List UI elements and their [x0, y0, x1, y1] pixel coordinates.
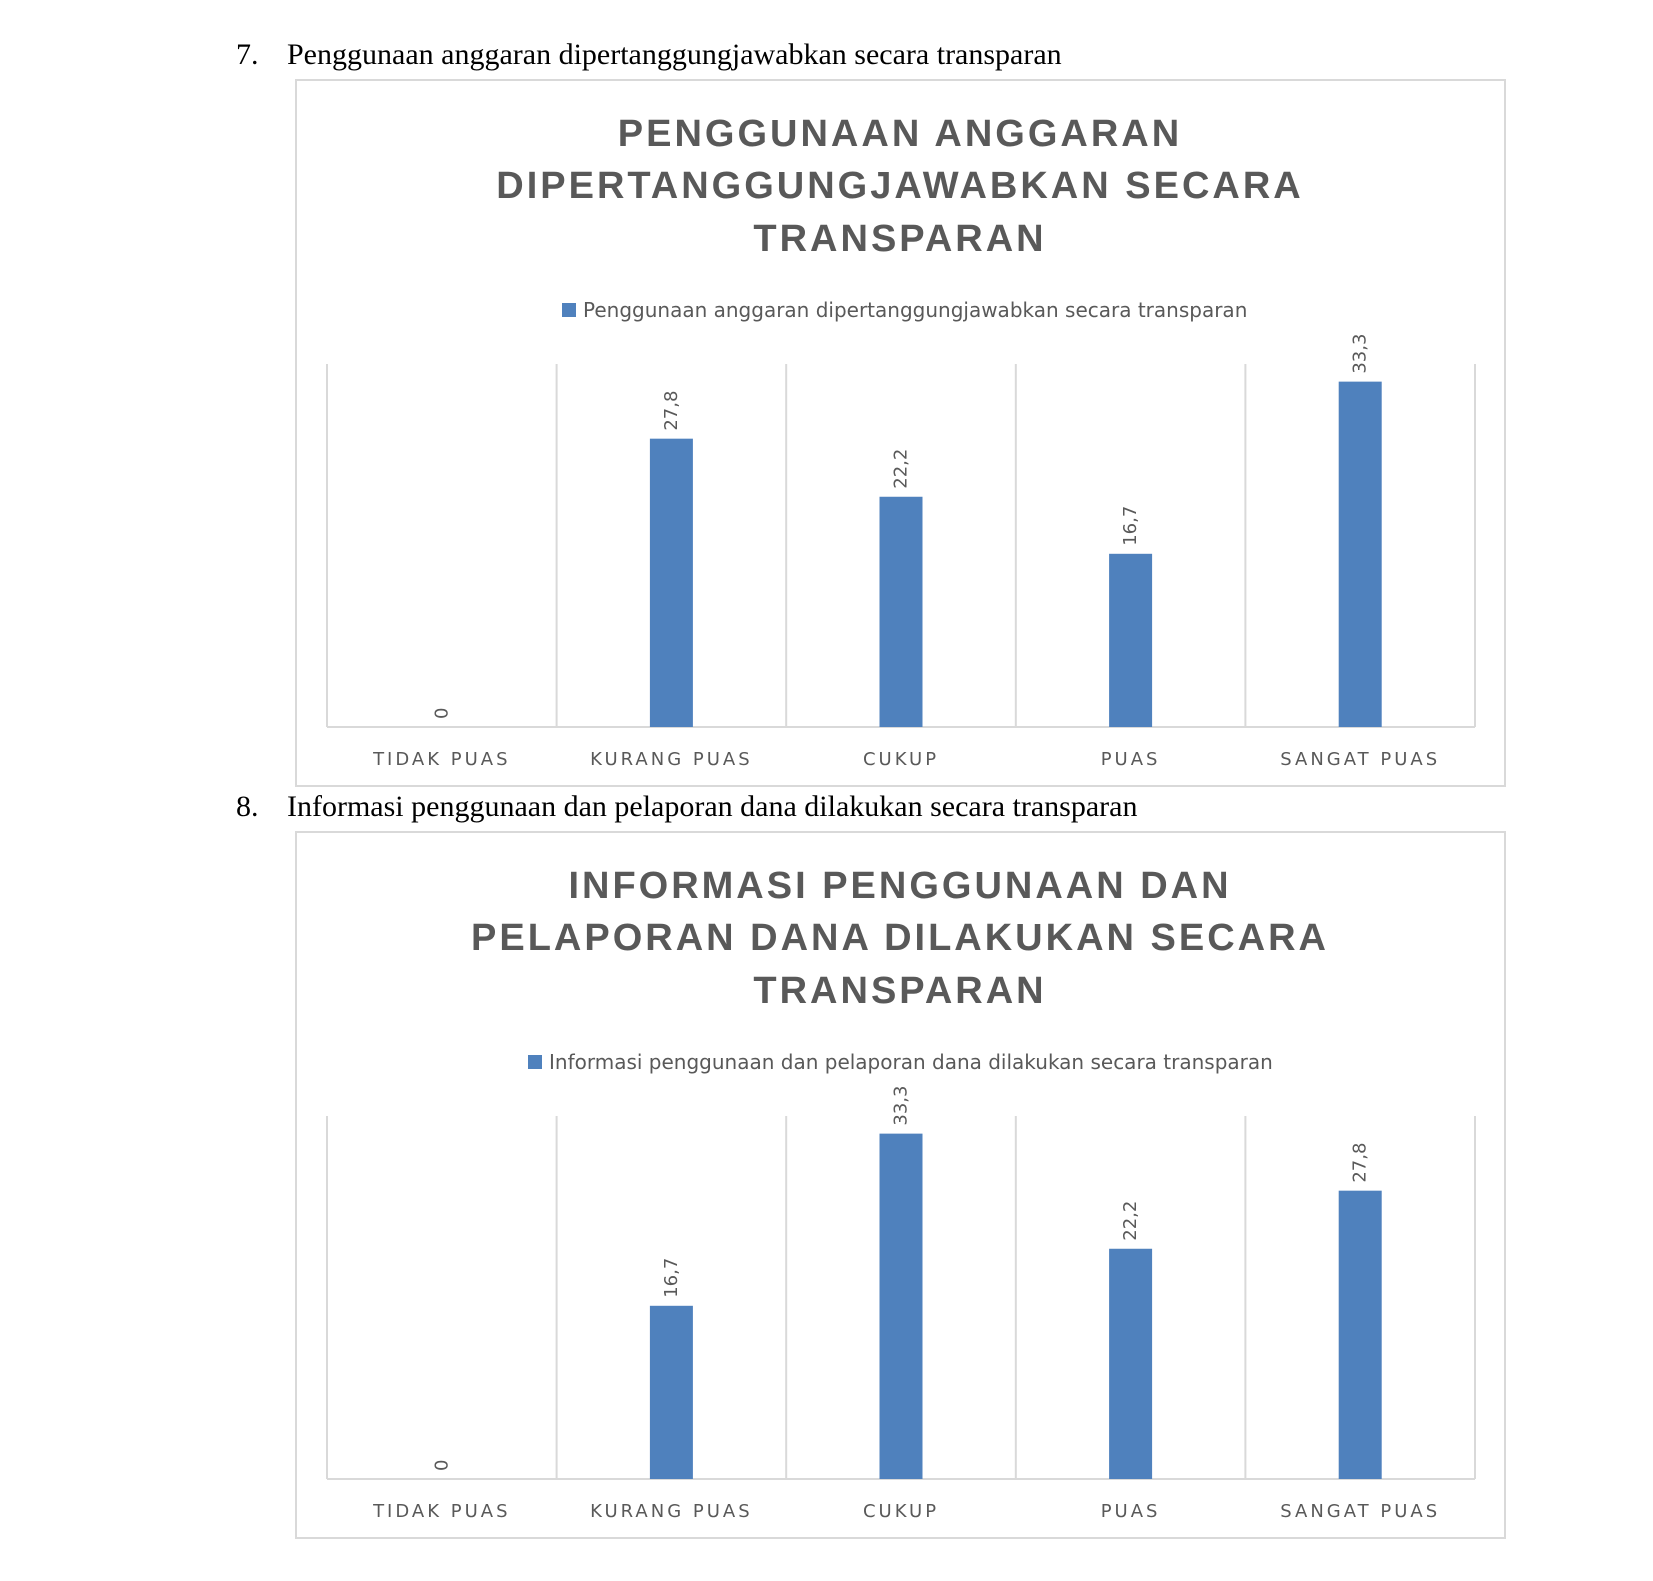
data-label: 0 [431, 707, 453, 719]
bar-cukup [880, 1134, 923, 1479]
data-label: 22,2 [890, 448, 912, 489]
bar-sangat-puas [1339, 382, 1382, 727]
category-label: CUKUP [862, 1501, 940, 1522]
chart-title-line-1: PENGGUNAAN ANGGARAN [617, 113, 1183, 155]
data-label: 27,8 [1349, 1142, 1371, 1183]
category-label: SANGAT PUAS [1280, 1501, 1441, 1522]
legend-swatch [528, 1055, 542, 1069]
data-label: 22,2 [1120, 1200, 1142, 1241]
bar-puas [1109, 554, 1152, 727]
legend-label: Informasi penggunaan dan pelaporan dana dilakukan secara transparan [549, 1050, 1273, 1074]
legend-label: Penggunaan anggaran dipertanggungjawabkan secara transparan [583, 298, 1248, 322]
bar-sangat-puas [1339, 1191, 1382, 1479]
data-label: 0 [431, 1459, 453, 1471]
bar-chart-informasi-penggunaan [0, 752, 1653, 1542]
bar-chart-penggunaan-anggaran [0, 0, 1653, 790]
category-label: KURANG PUAS [590, 749, 753, 770]
bar-kurang-puas [650, 439, 693, 727]
bar-puas [1109, 1249, 1152, 1479]
bar-kurang-puas [650, 1306, 693, 1479]
data-label: 33,3 [890, 1085, 912, 1126]
data-label: 16,7 [1120, 505, 1142, 546]
category-label: PUAS [1100, 749, 1161, 770]
section-number: 7. [236, 38, 259, 71]
chart-title-line-2: DIPERTANGGUNGJAWABKAN SECARA [496, 165, 1304, 207]
bar-cukup [880, 497, 923, 727]
section-title: Informasi penggunaan dan pelaporan dana dilakukan secara transparan [287, 790, 1138, 823]
category-label: SANGAT PUAS [1280, 749, 1441, 770]
legend-swatch [562, 303, 576, 317]
section-number: 8. [236, 790, 259, 823]
section-title: Penggunaan anggaran dipertanggungjawabkan secara transparan [287, 38, 1062, 71]
category-label: KURANG PUAS [590, 1501, 753, 1522]
legend [528, 1050, 1273, 1074]
category-label: CUKUP [862, 749, 940, 770]
data-label: 27,8 [660, 390, 682, 431]
category-label: TIDAK PUAS [373, 749, 511, 770]
category-label: TIDAK PUAS [373, 1501, 511, 1522]
data-label: 16,7 [660, 1257, 682, 1298]
chart-title-line-3: TRANSPARAN [753, 970, 1047, 1012]
chart-title-line-3: TRANSPARAN [753, 218, 1047, 260]
chart-title-line-2: PELAPORAN DANA DILAKUKAN SECARA [471, 917, 1329, 959]
legend [562, 298, 1247, 322]
category-label: PUAS [1100, 1501, 1161, 1522]
chart-title-line-1: INFORMASI PENGGUNAAN DAN [568, 865, 1232, 907]
data-label: 33,3 [1349, 333, 1371, 374]
